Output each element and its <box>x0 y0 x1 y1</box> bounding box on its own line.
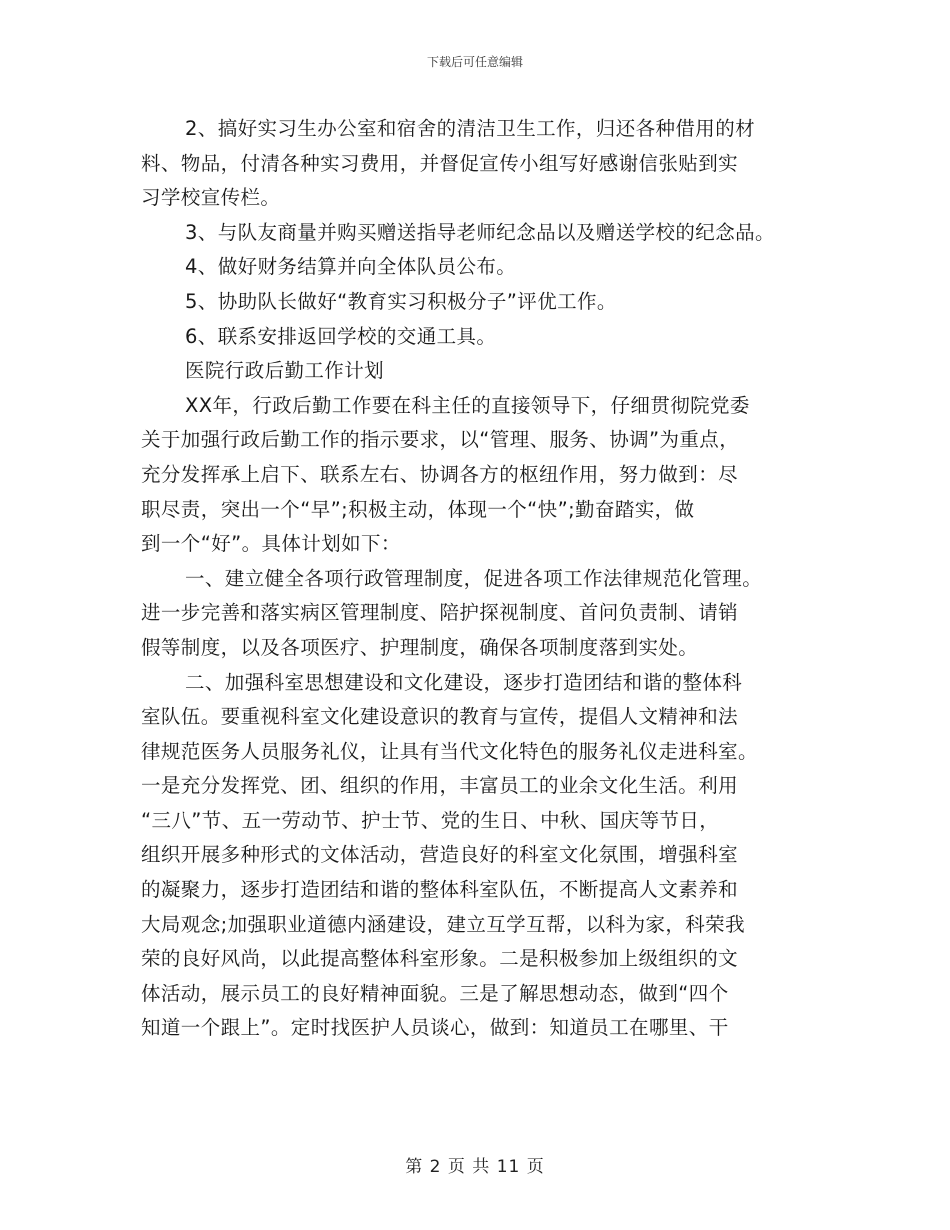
text-line: 职尽责，突出一个“早”;积极主动，体现一个“快”;勤奋踏实，做 <box>141 497 695 521</box>
text-line: 5、协助队长做好“教育实习积极分子”评优工作。 <box>185 289 617 313</box>
text-line: XX年，行政后勤工作要在科主任的直接领导下，仔细贯彻院党委 <box>185 393 750 417</box>
page-footer: 第 2 页 共 11 页 <box>405 1157 545 1177</box>
text-line: 律规范医务人员服务礼仪，让具有当代文化特色的服务礼仪走进科室。 <box>141 739 758 763</box>
text-line: 体活动，展示员工的良好精神面貌。三是了解思想动态，做到“四个 <box>141 981 729 1005</box>
text-line: 组织开展多种形式的文体活动，营造良好的科室文化氛围，增强科室 <box>141 843 739 867</box>
text-line: 3、与队友商量并购买赠送指导老师纪念品以及赠送学校的纪念品。 <box>185 220 775 244</box>
text-line: 室队伍。要重视科室文化建设意识的教育与宣传，提倡人文精神和法 <box>141 705 739 729</box>
page-header: 下载后可任意编辑 <box>426 55 523 69</box>
text-line: 知道一个跟上”。定时找医护人员谈心，做到：知道员工在哪里、干 <box>141 1016 729 1040</box>
text-line: 进一步完善和落实病区管理制度、陪护探视制度、首问负责制、请销 <box>141 601 739 625</box>
text-line: 一、建立健全各项行政管理制度，促进各项工作法律规范化管理。 <box>185 566 763 590</box>
text-line: 的凝聚力，逐步打造团结和谐的整体科室队伍，不断提高人文素养和 <box>141 878 739 902</box>
text-line: 到一个“好”。具体计划如下： <box>141 532 401 556</box>
text-line: “三八”节、五一劳动节、护士节、党的生日、中秋、国庆等节日， <box>141 808 720 832</box>
text-line: 关于加强行政后勤工作的指示要求，以“管理、服务、协调”为重点， <box>141 428 740 452</box>
text-line: 荣的良好风尚，以此提高整体科室形象。二是积极参加上级组织的文 <box>141 947 739 971</box>
text-line: 4、做好财务结算并向全体队员公布。 <box>185 255 517 279</box>
text-line: 一是充分发挥党、团、组织的作用，丰富员工的业余文化生活。利用 <box>141 774 739 798</box>
text-line: 二、加强科室思想建设和文化建设，逐步打造团结和谐的整体科 <box>185 670 743 694</box>
text-line: 2、搞好实习生办公室和宿舍的清洁卫生工作，归还各种借用的材 <box>185 117 756 140</box>
text-line: 料、物品，付清各种实习费用，并督促宣传小组写好感谢信张贴到实 <box>141 151 739 175</box>
document-body <box>141 112 821 1046</box>
text-line: 充分发挥承上启下、联系左右、协调各方的枢纽作用，努力做到：尽 <box>141 462 739 486</box>
text-line: 习学校宣传栏。 <box>141 186 281 210</box>
text-line: 6、联系安排返回学校的交通工具。 <box>185 324 497 348</box>
text-line: 假等制度，以及各项医疗、护理制度，确保各项制度落到实处。 <box>141 635 699 659</box>
text-line: 大局观念;加强职业道德内涵建设，建立互学互帮，以科为家，科荣我 <box>141 912 745 936</box>
text-line: 医院行政后勤工作计划 <box>185 359 385 383</box>
